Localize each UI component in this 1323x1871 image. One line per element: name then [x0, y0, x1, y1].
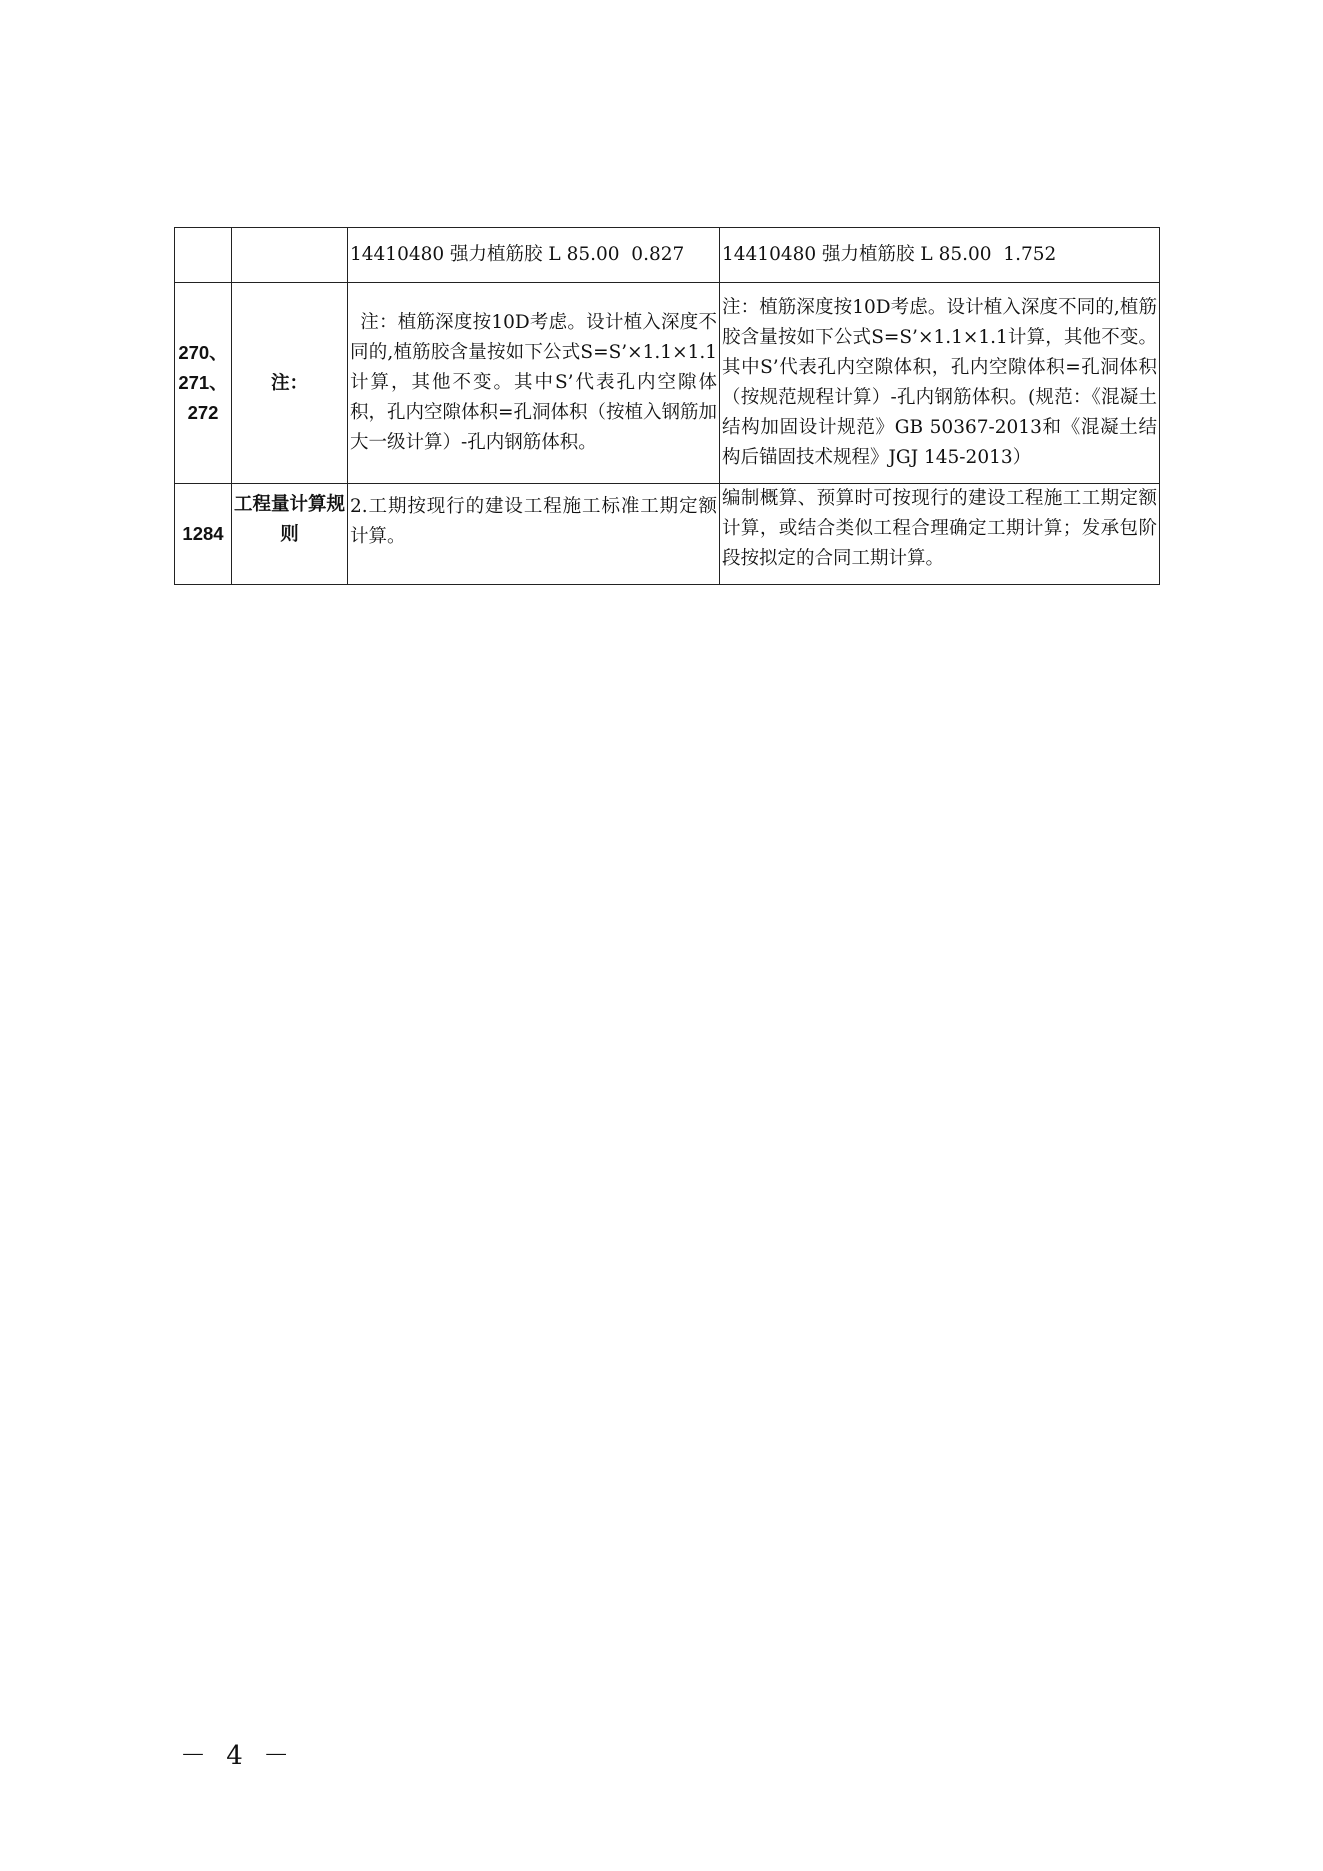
section-cell — [232, 228, 348, 283]
item-number-cell: 1284 — [175, 484, 232, 585]
item-number-line: 272 — [187, 402, 219, 423]
original-text-cell: 14410480 强力植筋胶 L 85.00 0.827 — [348, 228, 720, 283]
section-cell: 工程量计算规则 — [232, 484, 348, 585]
item-number-line: 270、 — [178, 342, 228, 363]
page-number: － 4 － — [180, 1741, 296, 1771]
table-row — [175, 228, 1160, 283]
revised-text-cell: 注：植筋深度按10D考虑。设计植入深度不同的,植筋胶含量按如下公式S=S’×1.1×1.1计算，其他不变。其中S’代表孔内空隙体积，孔内空隙体积=孔洞体积（按规范规程计算）-孔内钢筋体积。(规范：《混凝土结构加固设计规范》GB 50367-2013和《混凝土结构后锚固技术规程》JGJ 145-2013） — [720, 283, 1160, 484]
section-cell: 注： — [232, 283, 348, 484]
item-number-cell — [175, 228, 232, 283]
item-number-line: 271、 — [178, 372, 228, 393]
original-text-cell: 2.工期按现行的建设工程施工标准工期定额计算。 — [348, 484, 720, 585]
revised-text-cell: 14410480 强力植筋胶 L 85.00 1.752 — [720, 228, 1160, 283]
item-number-cell — [175, 283, 232, 484]
original-text: 注：植筋深度按10D考虑。设计植入深度不同的,植筋胶含量按如下公式S=S’×1.1×1.1计算，其他不变。其中S’代表孔内空隙体积，孔内空隙体积=孔洞体积（按植入钢筋加大一级计算）-孔内钢筋体积。 — [350, 312, 718, 453]
table-row — [175, 484, 1160, 585]
original-text-cell — [348, 283, 720, 484]
revision-table — [174, 227, 1160, 585]
revised-text-cell: 编制概算、预算时可按现行的建设工程施工工期定额计算，或结合类似工程合理确定工期计算；发承包阶段按拟定的合同工期计算。 — [720, 484, 1160, 585]
table-row — [175, 283, 1160, 484]
